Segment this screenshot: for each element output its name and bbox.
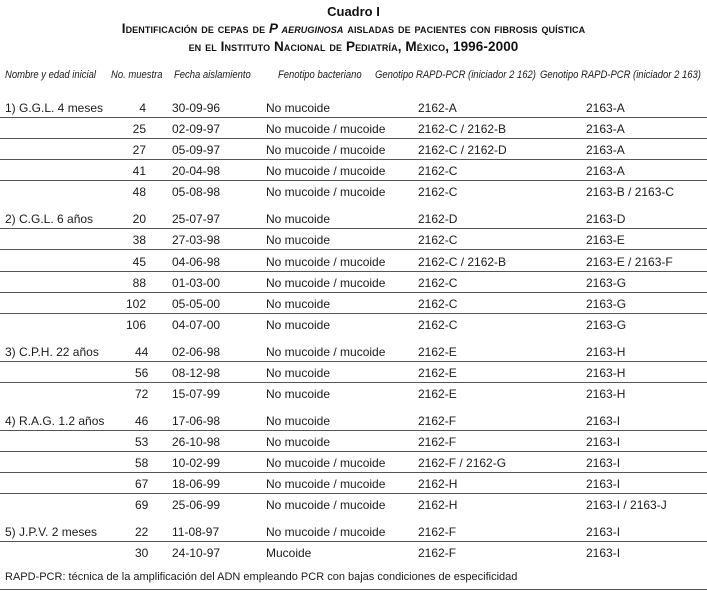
sample-number-cell: 67 xyxy=(135,477,149,491)
sample-number-cell: 56 xyxy=(135,366,149,380)
isolation-date-cell: 10-02-99 xyxy=(172,456,221,470)
phenotype-cell: No mucoide / mucoide xyxy=(266,143,386,157)
isolation-date-cell: 25-06-99 xyxy=(172,498,221,512)
genotype-2163-cell: 2163-I xyxy=(586,546,621,560)
isolation-date-cell: 20-04-98 xyxy=(172,164,221,178)
sample-number-cell: 20 xyxy=(132,212,146,226)
genotype-2163-cell: 2163-I xyxy=(586,525,621,539)
phenotype-cell: No mucoide xyxy=(266,366,331,380)
table-row xyxy=(0,411,707,432)
table-row xyxy=(0,273,707,294)
genotype-2162-cell: 2162-F / 2162-G xyxy=(418,456,507,470)
patient-name-cell: 2) C.G.L. 6 años xyxy=(5,212,94,226)
genotype-2163-cell: 2163-I / 2163-J xyxy=(586,498,667,512)
sample-number-cell: 45 xyxy=(132,255,146,269)
footnote: RAPD-PCR: técnica de la amplificación del ADN empleando PCR con bajas condiciones de especificidad xyxy=(5,571,518,583)
genotype-2162-cell: 2162-C xyxy=(418,164,458,178)
phenotype-cell: No mucoide / mucoide xyxy=(266,276,386,290)
phenotype-cell: No mucoide / mucoide xyxy=(266,498,386,512)
phenotype-cell: No mucoide xyxy=(266,387,331,401)
isolation-date-cell: 01-03-00 xyxy=(172,276,221,290)
isolation-date-cell: 05-08-98 xyxy=(172,185,221,199)
sample-number-cell: 72 xyxy=(135,387,149,401)
header-genotype-2162: Genotipo RAPD-PCR (iniciador 2 162) xyxy=(375,69,536,81)
table-row xyxy=(0,161,707,182)
table-row xyxy=(0,474,707,495)
table-row xyxy=(0,453,707,474)
isolation-date-cell: 30-09-96 xyxy=(172,101,221,115)
phenotype-cell: Mucoide xyxy=(266,546,312,560)
genotype-2162-cell: 2162-C / 2162-D xyxy=(418,143,507,157)
genotype-2163-cell: 2163-B / 2163-C xyxy=(586,185,675,199)
genotype-2163-cell: 2163-A xyxy=(586,164,625,178)
sample-number-cell: 44 xyxy=(135,345,149,359)
genotype-2163-cell: 2163-I xyxy=(586,477,621,491)
genotype-2162-cell: 2162-F xyxy=(418,525,457,539)
sample-number-cell: 53 xyxy=(135,435,149,449)
genotype-2162-cell: 2162-E xyxy=(418,345,457,359)
sample-number-cell: 46 xyxy=(135,414,149,428)
phenotype-cell: No mucoide xyxy=(266,414,331,428)
isolation-date-cell: 05-05-00 xyxy=(172,297,221,311)
genotype-2162-cell: 2162-C xyxy=(418,233,458,247)
phenotype-cell: No mucoide / mucoide xyxy=(266,456,386,470)
sample-number-cell: 22 xyxy=(135,525,149,539)
isolation-date-cell: 26-10-98 xyxy=(172,435,221,449)
sample-number-cell: 48 xyxy=(132,185,146,199)
phenotype-cell: No mucoide / mucoide xyxy=(266,345,386,359)
genotype-2162-cell: 2162-E xyxy=(418,366,457,380)
title-organism: P aeruginosa xyxy=(269,21,344,36)
header-sample-number: No. muestra xyxy=(111,69,163,81)
patient-name-cell: 3) C.P.H. 22 años xyxy=(5,345,99,359)
table-row xyxy=(0,230,707,251)
phenotype-cell: No mucoide / mucoide xyxy=(266,164,386,178)
genotype-2163-cell: 2163-H xyxy=(586,387,626,401)
isolation-date-cell: 27-03-98 xyxy=(172,233,221,247)
table-row xyxy=(0,119,707,140)
isolation-date-cell: 17-06-98 xyxy=(172,414,221,428)
genotype-2163-cell: 2163-G xyxy=(586,276,627,290)
table-title-line-1 xyxy=(0,21,707,36)
genotype-2163-cell: 2163-I xyxy=(586,456,621,470)
genotype-2162-cell: 2162-C xyxy=(418,276,458,290)
phenotype-cell: No mucoide / mucoide xyxy=(266,525,386,539)
genotype-2163-cell: 2163-A xyxy=(586,101,625,115)
footnote-divider xyxy=(0,589,707,590)
isolation-date-cell: 25-07-97 xyxy=(172,212,221,226)
genotype-2162-cell: 2162-H xyxy=(418,477,458,491)
isolation-date-cell: 04-07-00 xyxy=(172,318,221,332)
sample-number-cell: 106 xyxy=(125,318,146,332)
genotype-2163-cell: 2163-G xyxy=(586,318,627,332)
phenotype-cell: No mucoide xyxy=(266,212,331,226)
table-row xyxy=(0,363,707,384)
isolation-date-cell: 05-09-97 xyxy=(172,143,221,157)
phenotype-cell: No mucoide xyxy=(266,435,331,449)
genotype-2162-cell: 2162-H xyxy=(418,498,458,512)
header-genotype-2163: Genotipo RAPD-PCR (iniciador 2 163) xyxy=(540,69,701,81)
genotype-2163-cell: 2163-A xyxy=(586,122,625,136)
table-row xyxy=(0,384,707,405)
sample-number-cell: 88 xyxy=(132,276,146,290)
table-row xyxy=(0,252,707,273)
sample-number-cell: 69 xyxy=(135,498,149,512)
phenotype-cell: No mucoide xyxy=(266,233,331,247)
genotype-2162-cell: 2162-C xyxy=(418,297,458,311)
isolation-date-cell: 15-07-99 xyxy=(172,387,221,401)
table-row xyxy=(0,342,707,363)
table-row xyxy=(0,140,707,161)
table-row xyxy=(0,495,707,516)
header-isolation-date: Fecha aislamiento xyxy=(174,69,251,81)
sample-number-cell: 38 xyxy=(132,233,146,247)
genotype-2163-cell: 2163-G xyxy=(586,297,627,311)
table-row xyxy=(0,543,707,564)
title-text-pre: Identificación de cepas de xyxy=(121,21,270,36)
genotype-2162-cell: 2162-C / 2162-B xyxy=(418,122,507,136)
genotype-2163-cell: 2163-E / 2163-F xyxy=(586,255,673,269)
genotype-2163-cell: 2163-E xyxy=(586,233,625,247)
genotype-2162-cell: 2162-C xyxy=(418,185,458,199)
title-text-post: aisladas de pacientes con fibrosis quística xyxy=(343,21,586,36)
sample-number-cell: 30 xyxy=(135,546,149,560)
phenotype-cell: No mucoide / mucoide xyxy=(266,477,386,491)
genotype-2162-cell: 2162-E xyxy=(418,387,457,401)
genotype-2162-cell: 2162-A xyxy=(418,101,457,115)
header-phenotype: Fenotipo bacteriano xyxy=(278,69,362,81)
phenotype-cell: No mucoide xyxy=(266,297,331,311)
table-row xyxy=(0,98,707,119)
phenotype-cell: No mucoide xyxy=(266,101,331,115)
phenotype-cell: No mucoide / mucoide xyxy=(266,255,386,269)
sample-number-cell: 102 xyxy=(125,297,146,311)
genotype-2162-cell: 2162-F xyxy=(418,414,457,428)
genotype-2163-cell: 2163-I xyxy=(586,435,621,449)
sample-number-cell: 25 xyxy=(132,122,146,136)
table-row xyxy=(0,294,707,315)
patient-name-cell: 1) G.G.L. 4 meses xyxy=(5,101,104,115)
sample-number-cell: 41 xyxy=(132,164,146,178)
genotype-2162-cell: 2162-C / 2162-B xyxy=(418,255,507,269)
genotype-2163-cell: 2163-A xyxy=(586,143,625,157)
genotype-2163-cell: 2163-H xyxy=(586,345,626,359)
genotype-2162-cell: 2162-F xyxy=(418,435,457,449)
isolation-date-cell: 24-10-97 xyxy=(172,546,221,560)
genotype-2163-cell: 2163-H xyxy=(586,366,626,380)
genotype-2162-cell: 2162-C xyxy=(418,318,458,332)
table-row xyxy=(0,432,707,453)
isolation-date-cell: 18-06-99 xyxy=(172,477,221,491)
genotype-2162-cell: 2162-F xyxy=(418,546,457,560)
sample-number-cell: 27 xyxy=(132,143,146,157)
isolation-date-cell: 08-12-98 xyxy=(172,366,221,380)
phenotype-cell: No mucoide / mucoide xyxy=(266,122,386,136)
table-title-line-2: en el Instituto Nacional de Pediatría, México, 1996-2000 xyxy=(188,39,519,54)
sample-number-cell: 58 xyxy=(135,456,149,470)
isolation-date-cell: 02-06-98 xyxy=(172,345,221,359)
table-caption: Cuadro I xyxy=(327,4,380,19)
genotype-2163-cell: 2163-I xyxy=(586,414,621,428)
patient-name-cell: 5) J.P.V. 2 meses xyxy=(5,525,98,539)
table-row xyxy=(0,182,707,203)
isolation-date-cell: 11-08-97 xyxy=(172,525,220,539)
patient-name-cell: 4) R.A.G. 1.2 años xyxy=(5,414,105,428)
phenotype-cell: No mucoide xyxy=(266,318,331,332)
isolation-date-cell: 02-09-97 xyxy=(172,122,221,136)
header-name: Nombre y edad inicial xyxy=(5,69,96,81)
phenotype-cell: No mucoide / mucoide xyxy=(266,185,386,199)
table-row xyxy=(0,315,707,336)
genotype-2162-cell: 2162-D xyxy=(418,212,458,226)
table-row xyxy=(0,522,707,543)
table-row xyxy=(0,209,707,230)
genotype-2163-cell: 2163-D xyxy=(586,212,626,226)
sample-number-cell: 4 xyxy=(139,101,146,115)
isolation-date-cell: 04-06-98 xyxy=(172,255,221,269)
